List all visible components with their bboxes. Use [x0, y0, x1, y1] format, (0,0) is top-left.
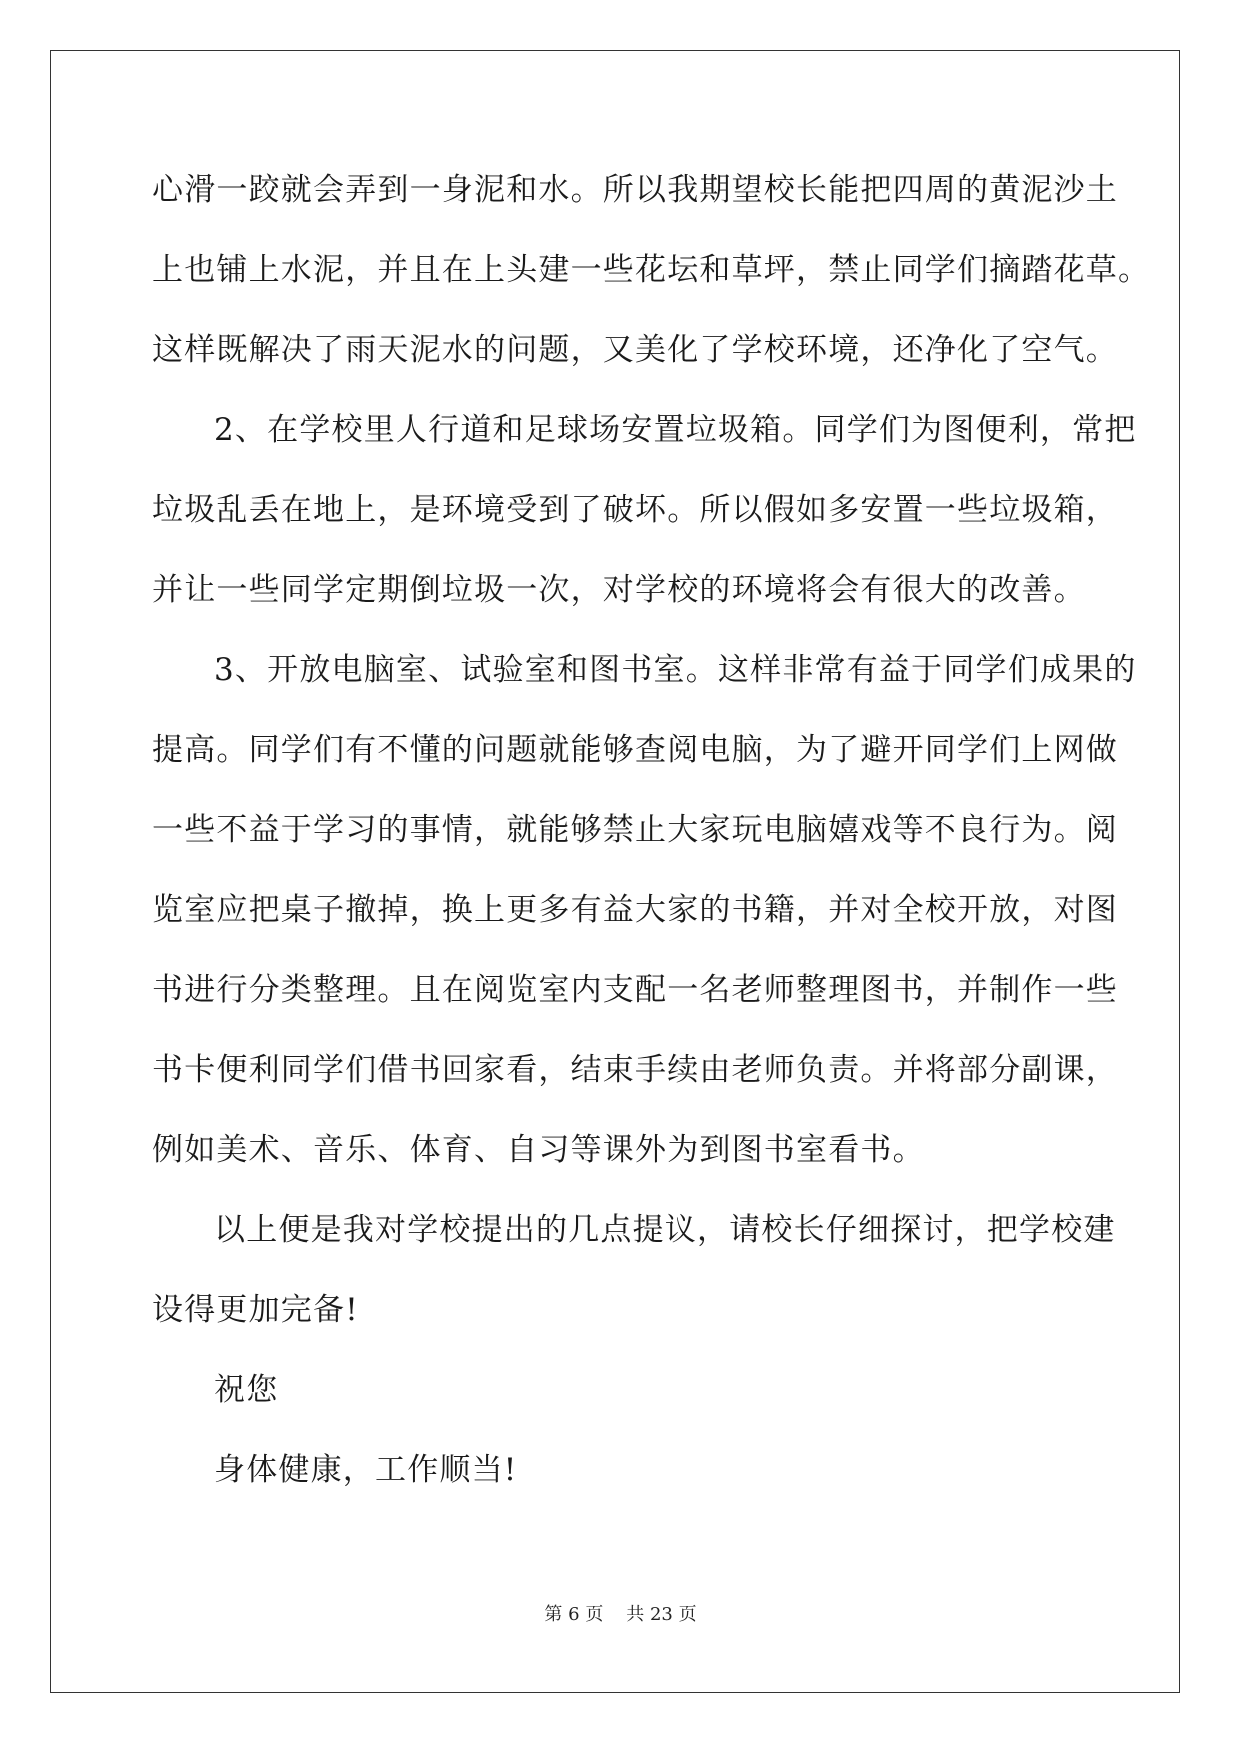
text-line: 垃圾乱丢在地上，是环境受到了破坏。所以假如多安置一些垃圾箱， — [152, 492, 1118, 528]
text-line: 上也铺上水泥，并且在上头建一些花坛和草坪，禁止同学们摘踏花草。 — [152, 252, 1151, 288]
text-line: 例如美术、音乐、体育、自习等课外为到图书室看书。 — [152, 1132, 925, 1168]
closing-wish: 身体健康，工作顺当! — [214, 1452, 518, 1488]
letter-body — [152, 165, 1151, 1525]
text-line: 2、在学校里人行道和足球场安置垃圾箱。同学们为图便利，常把 — [214, 412, 1137, 448]
text-line: 书卡便利同学们借书回家看，结束手续由老师负责。并将部分副课， — [152, 1052, 1118, 1088]
text-line: 提高。同学们有不懂的问题就能够查阅电脑，为了避开同学们上网做 — [152, 732, 1118, 768]
text-line: 并让一些同学定期倒垃圾一次，对学校的环境将会有很大的改善。 — [152, 572, 1086, 608]
text-line: 以上便是我对学校提出的几点提议，请校长仔细探讨，把学校建 — [214, 1212, 1116, 1248]
text-line: 览室应把桌子撤掉，换上更多有益大家的书籍，并对全校开放，对图 — [152, 892, 1118, 928]
text-line: 书进行分类整理。且在阅览室内支配一名老师整理图书，并制作一些 — [152, 972, 1118, 1008]
text-line: 这样既解决了雨天泥水的问题，又美化了学校环境，还净化了空气。 — [152, 332, 1118, 368]
text-line: 一些不益于学习的事情，就能够禁止大家玩电脑嬉戏等不良行为。阅 — [152, 812, 1118, 848]
page-total: 共 23 页 — [626, 1604, 697, 1625]
page-number: 第 6 页 — [544, 1604, 604, 1625]
text-line: 心滑一跤就会弄到一身泥和水。所以我期望校长能把四周的黄泥沙土 — [152, 172, 1118, 208]
text-line: 3、开放电脑室、试验室和图书室。这样非常有益于同学们成果的 — [214, 652, 1137, 688]
page-footer — [0, 1600, 1241, 1626]
text-line: 设得更加完备! — [152, 1292, 359, 1328]
closing-salutation: 祝您 — [214, 1372, 279, 1408]
